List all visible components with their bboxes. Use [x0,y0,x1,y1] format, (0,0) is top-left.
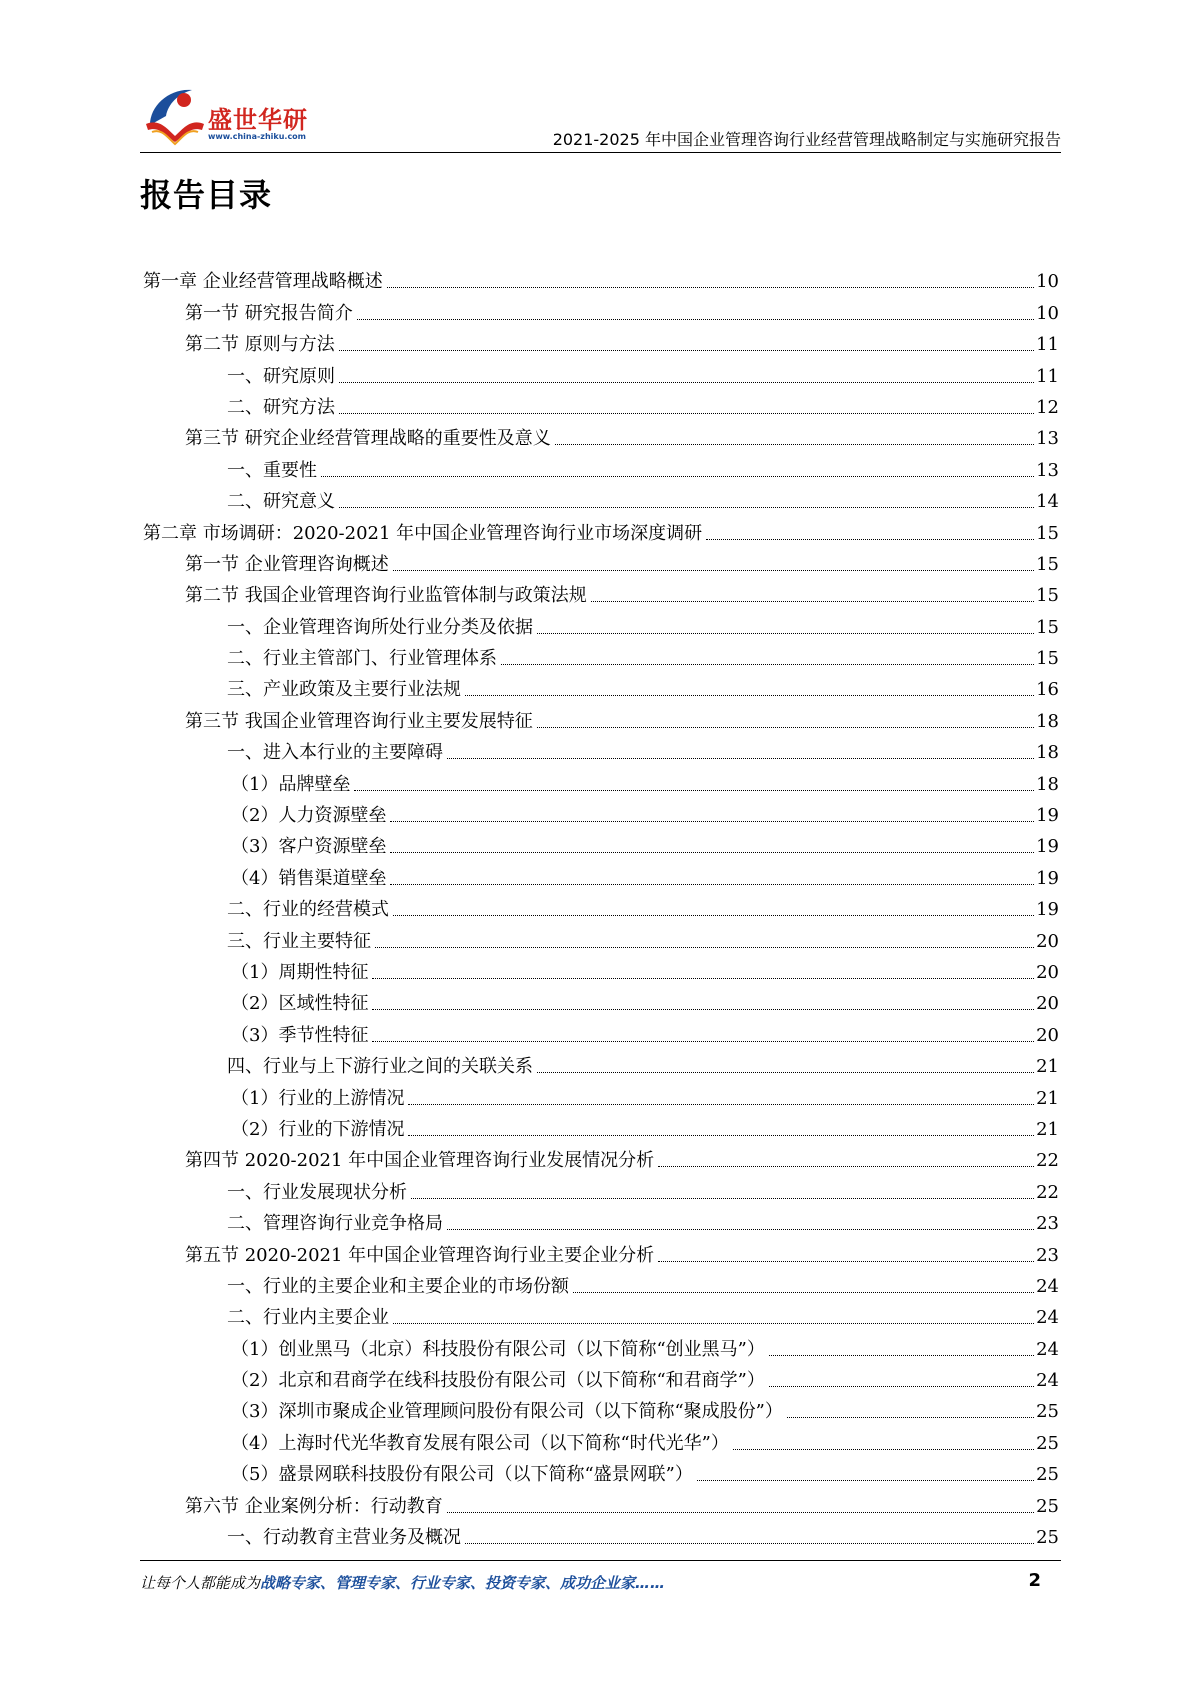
toc-leader-dots [787,1417,1034,1418]
toc-leader-dots [537,727,1034,728]
toc-entry-page: 20 [1036,930,1059,952]
toc-entry-page: 15 [1036,648,1059,670]
toc-entry-page: 22 [1036,1150,1059,1172]
toc-entry-title: 第二节 我国企业管理咨询行业监管体制与政策法规 [185,585,587,607]
toc-leader-dots [375,947,1034,948]
toc-entry-title: 第二节 原则与方法 [185,334,335,356]
toc-entry[interactable] [143,921,1059,952]
toc-entry-title: （1）创业黑马（北京）科技股份有限公司（以下简称“创业黑马”） [231,1338,765,1360]
toc-entry[interactable] [143,1423,1059,1454]
toc-entry[interactable] [143,890,1059,921]
toc-entry-title: （2）行业的下游情况 [231,1118,405,1140]
toc-entry-page: 19 [1036,805,1059,827]
toc-entry-page: 24 [1036,1307,1059,1329]
toc-leader-dots [465,695,1034,696]
toc-entry-page: 23 [1036,1244,1059,1266]
toc-entry-page: 21 [1036,1087,1059,1109]
toc-leader-dots [390,884,1034,885]
toc-entry-page: 15 [1036,616,1059,638]
toc-entry[interactable] [143,1518,1059,1549]
toc-heading: 报告目录 [140,176,273,214]
toc-entry[interactable] [143,984,1059,1015]
toc-leader-dots [408,1104,1034,1105]
toc-entry[interactable] [143,325,1059,356]
toc-leader-dots [706,539,1034,540]
toc-entry-page: 25 [1036,1495,1059,1517]
footer-slogan [140,1572,665,1593]
toc-entry-title: （4）上海时代光华教育发展有限公司（以下简称“时代光华”） [231,1432,729,1454]
toc-leader-dots [733,1449,1034,1450]
toc-entry-title: （1）行业的上游情况 [231,1087,405,1109]
toc-entry-title: 一、行业发展现状分析 [227,1181,407,1203]
toc-entry-page: 10 [1036,271,1059,293]
toc-entry[interactable] [143,1047,1059,1078]
toc-entry-page: 24 [1036,1275,1059,1297]
toc-entry-page: 25 [1036,1464,1059,1486]
toc-entry-title: 一、行业的主要企业和主要企业的市场份额 [227,1275,569,1297]
toc-entry[interactable] [143,1172,1059,1203]
toc-entry-page: 15 [1036,522,1059,544]
toc-entry-page: 19 [1036,899,1059,921]
toc-entry[interactable] [143,827,1059,858]
toc-entry-title: 二、行业主管部门、行业管理体系 [227,648,497,670]
toc-entry[interactable] [143,1267,1059,1298]
table-of-contents [143,262,1059,1549]
toc-entry-title: 三、行业主要特征 [227,930,371,952]
toc-entry[interactable] [143,262,1059,293]
toc-entry-title: （2）北京和君商学在线科技股份有限公司（以下简称“和君商学”） [231,1370,765,1392]
toc-entry-title: （4）销售渠道壁垒 [231,867,387,889]
toc-leader-dots [411,1198,1034,1199]
toc-leader-dots [372,1041,1034,1042]
toc-leader-dots [390,821,1034,822]
toc-entry-page: 25 [1036,1527,1059,1549]
toc-entry-title: 第一节 企业管理咨询概述 [185,553,389,575]
toc-entry-page: 25 [1036,1432,1059,1454]
toc-entry-title: 三、产业政策及主要行业法规 [227,679,461,701]
logo-text: 盛世华研 [208,106,308,134]
toc-leader-dots [769,1355,1034,1356]
toc-leader-dots [339,350,1034,351]
toc-entry-page: 14 [1036,491,1059,513]
toc-entry-page: 18 [1036,710,1059,732]
toc-entry-title: 二、行业内主要企业 [227,1307,389,1329]
toc-entry-page: 22 [1036,1181,1059,1203]
toc-entry[interactable] [143,482,1059,513]
toc-leader-dots [339,413,1034,414]
page-header [0,0,1191,160]
toc-entry[interactable] [143,1392,1059,1423]
logo-url: www.china-zhiku.com [208,132,307,141]
toc-entry[interactable] [143,701,1059,732]
toc-entry-page: 24 [1036,1370,1059,1392]
footer-divider [140,1560,1061,1561]
toc-entry-title: （3）深圳市聚成企业管理顾问股份有限公司（以下简称“聚成股份”） [231,1401,783,1423]
toc-entry-title: （3）客户资源壁垒 [231,836,387,858]
toc-entry-page: 10 [1036,302,1059,324]
toc-entry[interactable] [143,419,1059,450]
toc-leader-dots [393,570,1034,571]
toc-leader-dots [372,1009,1034,1010]
toc-leader-dots [321,476,1034,477]
toc-entry-title: 第三节 研究企业经营管理战略的重要性及意义 [185,428,551,450]
toc-entry[interactable] [143,607,1059,638]
toc-entry-page: 16 [1036,679,1059,701]
toc-entry[interactable] [143,953,1059,984]
toc-entry-title: 二、研究方法 [227,396,335,418]
toc-leader-dots [697,1480,1034,1481]
toc-entry-title: 二、研究意义 [227,491,335,513]
toc-entry[interactable] [143,388,1059,419]
toc-entry-title: 一、进入本行业的主要障碍 [227,742,443,764]
toc-entry-title: 第五节 2020-2021 年中国企业管理咨询行业主要企业分析 [185,1244,655,1266]
toc-leader-dots [357,319,1034,320]
toc-entry[interactable] [143,1110,1059,1141]
toc-entry[interactable] [143,733,1059,764]
toc-leader-dots [537,1072,1034,1073]
report-title: 2021-2025 年中国企业管理咨询行业经营管理战略制定与实施研究报告 [552,130,1061,149]
toc-entry-title: （1）周期性特征 [231,961,369,983]
toc-entry[interactable] [143,1486,1059,1517]
toc-entry[interactable] [143,293,1059,324]
footer-slogan-lead: 让每个人都能成为 [140,1574,261,1592]
toc-leader-dots [354,790,1034,791]
toc-entry-title: 一、行动教育主营业务及概况 [227,1527,461,1549]
toc-entry-page: 19 [1036,867,1059,889]
toc-entry[interactable] [143,1298,1059,1329]
toc-entry-title: 第一节 研究报告简介 [185,302,353,324]
toc-entry-title: （2）人力资源壁垒 [231,805,387,827]
toc-entry-page: 25 [1036,1401,1059,1423]
toc-leader-dots [769,1386,1034,1387]
toc-leader-dots [393,915,1034,916]
toc-entry[interactable] [143,356,1059,387]
toc-entry-title: 第四节 2020-2021 年中国企业管理咨询行业发展情况分析 [185,1150,655,1172]
toc-leader-dots [573,1292,1034,1293]
toc-entry[interactable] [143,1329,1059,1360]
toc-leader-dots [465,1543,1034,1544]
toc-entry-page: 20 [1036,1024,1059,1046]
header-divider [140,152,1061,153]
toc-entry-title: 第六节 企业案例分析：行动教育 [185,1495,443,1517]
toc-entry-title: 二、行业的经营模式 [227,899,389,921]
toc-leader-dots [387,287,1034,288]
toc-leader-dots [555,444,1034,445]
toc-entry-page: 12 [1036,396,1059,418]
toc-leader-dots [658,1261,1034,1262]
page-number: 2 [1028,1570,1041,1591]
toc-entry-page: 11 [1036,334,1059,356]
toc-leader-dots [447,1512,1034,1513]
toc-entry-page: 21 [1036,1056,1059,1078]
toc-entry-page: 20 [1036,961,1059,983]
toc-entry-page: 23 [1036,1213,1059,1235]
toc-entry-title: 一、研究原则 [227,365,335,387]
toc-entry-title: （2）区域性特征 [231,993,369,1015]
toc-entry-page: 15 [1036,553,1059,575]
toc-leader-dots [408,1135,1034,1136]
toc-entry-title: （5）盛景网联科技股份有限公司（以下简称“盛景网联”） [231,1464,693,1486]
toc-leader-dots [501,664,1034,665]
toc-leader-dots [591,601,1034,602]
toc-entry-page: 20 [1036,993,1059,1015]
toc-entry-page: 13 [1036,459,1059,481]
toc-entry-page: 21 [1036,1118,1059,1140]
toc-entry-title: 第一章 企业经营管理战略概述 [143,271,383,293]
toc-entry-page: 11 [1036,365,1059,387]
toc-entry-title: 第二章 市场调研：2020-2021 年中国企业管理咨询行业市场深度调研 [143,522,703,544]
toc-leader-dots [658,1166,1034,1167]
logo-mark-icon [140,80,210,150]
toc-entry-page: 18 [1036,742,1059,764]
toc-entry-page: 13 [1036,428,1059,450]
toc-leader-dots [447,758,1034,759]
toc-entry[interactable] [143,764,1059,795]
toc-leader-dots [339,382,1034,383]
toc-entry[interactable] [143,1235,1059,1266]
footer-slogan-highlight: 战略专家、管理专家、行业专家、投资专家、成功企业家…… [260,1574,666,1592]
toc-entry[interactable] [143,1204,1059,1235]
toc-entry-title: 四、行业与上下游行业之间的关联关系 [227,1056,533,1078]
toc-entry[interactable] [143,545,1059,576]
toc-leader-dots [393,1323,1034,1324]
toc-entry[interactable] [143,1015,1059,1046]
toc-entry-title: 第三节 我国企业管理咨询行业主要发展特征 [185,710,533,732]
toc-entry[interactable] [143,858,1059,889]
toc-entry-page: 19 [1036,836,1059,858]
toc-leader-dots [447,1229,1034,1230]
toc-entry[interactable] [143,1361,1059,1392]
toc-entry[interactable] [143,1141,1059,1172]
toc-entry[interactable] [143,513,1059,544]
toc-entry-page: 18 [1036,773,1059,795]
toc-leader-dots [537,633,1034,634]
toc-entry[interactable] [143,1455,1059,1486]
toc-entry[interactable] [143,670,1059,701]
toc-leader-dots [339,507,1034,508]
toc-entry[interactable] [143,576,1059,607]
toc-entry[interactable] [143,1078,1059,1109]
toc-entry-page: 15 [1036,585,1059,607]
toc-entry-title: 一、企业管理咨询所处行业分类及依据 [227,616,533,638]
toc-leader-dots [372,978,1034,979]
toc-leader-dots [390,852,1034,853]
toc-entry[interactable] [143,796,1059,827]
toc-entry-title: （3）季节性特征 [231,1024,369,1046]
toc-entry-title: 二、管理咨询行业竞争格局 [227,1213,443,1235]
toc-entry-page: 24 [1036,1338,1059,1360]
toc-entry-title: 一、重要性 [227,459,317,481]
toc-entry[interactable] [143,450,1059,481]
toc-entry[interactable] [143,639,1059,670]
logo [140,80,310,150]
toc-entry-title: （1）品牌壁垒 [231,773,351,795]
